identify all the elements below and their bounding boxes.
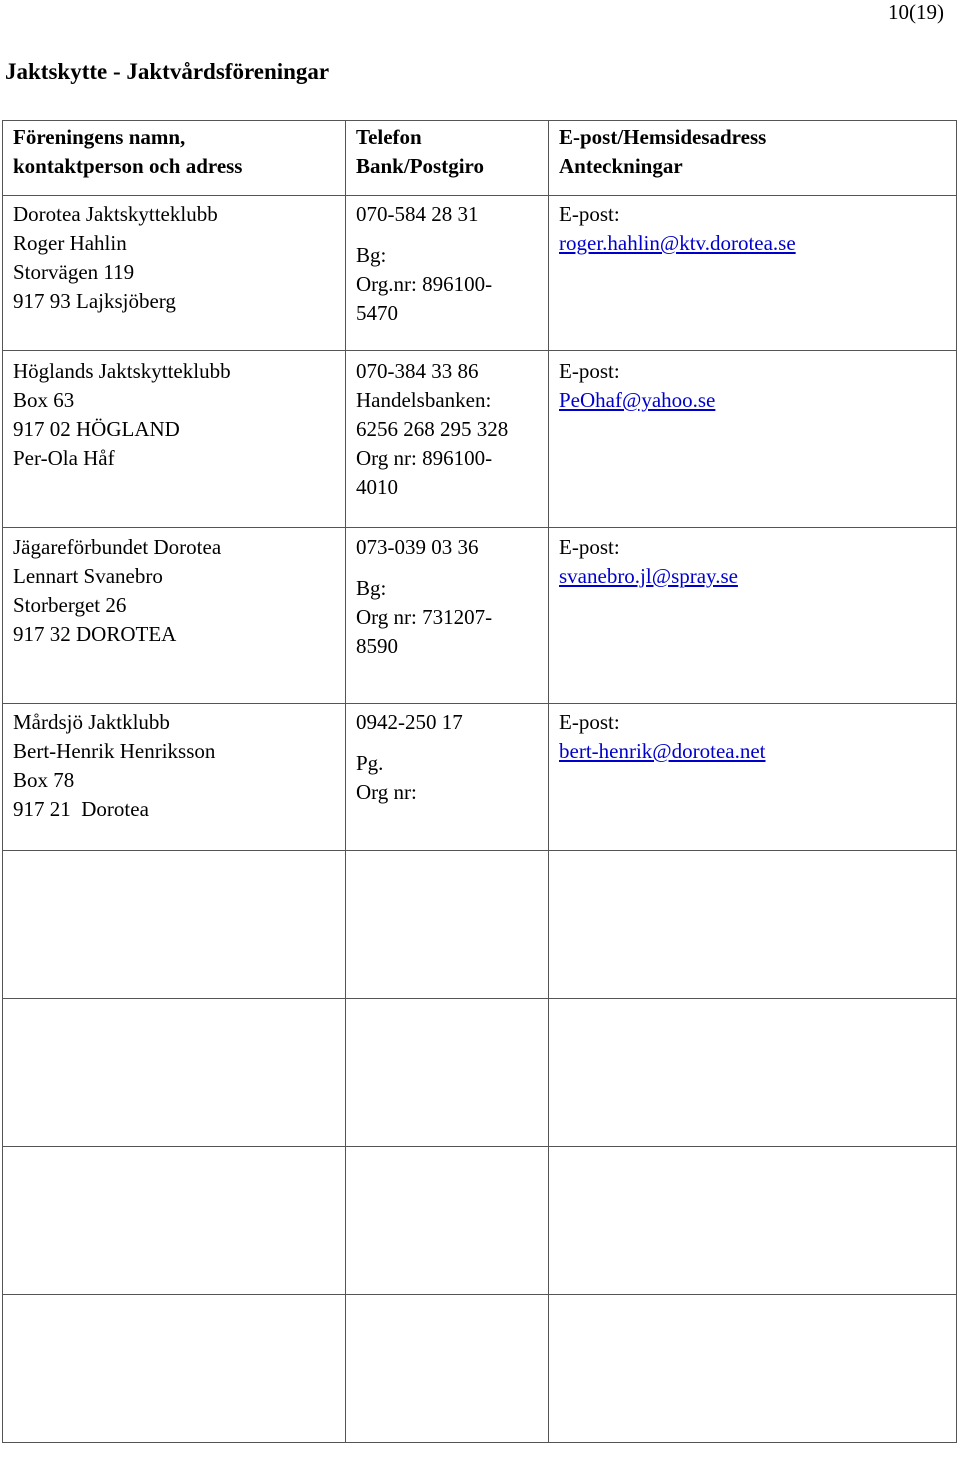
association-name: Höglands Jaktskytteklubb — [13, 359, 231, 383]
empty-cell — [3, 1295, 346, 1443]
table-row — [3, 196, 957, 351]
empty-cell — [3, 1147, 346, 1295]
table-row — [3, 351, 957, 528]
street-address: Box 78 — [13, 768, 75, 792]
phone-number: 0942-250 17 — [356, 710, 463, 734]
postal-address: 917 93 Lajksjöberg — [13, 289, 176, 313]
header-line: Telefon — [356, 125, 422, 149]
email-label: E-post: — [559, 202, 620, 226]
empty-cell — [3, 851, 346, 999]
email-link[interactable]: bert-henrik@dorotea.net — [559, 739, 766, 763]
empty-cell — [549, 999, 957, 1147]
bank-line: Org nr: 731207- — [356, 605, 493, 629]
empty-cell — [346, 851, 549, 999]
page-number: 10(19) — [888, 0, 944, 24]
bank-line: Org nr: — [356, 780, 417, 804]
empty-cell — [549, 851, 957, 999]
bank-line: 4010 — [356, 475, 398, 499]
street-address: Storberget 26 — [13, 593, 127, 617]
association-name: Mårdsjö Jaktklubb — [13, 710, 170, 734]
phone-bank-cell — [346, 704, 549, 851]
email-link[interactable]: svanebro.jl@spray.se — [559, 564, 738, 588]
bank-line: Bg: — [356, 243, 387, 267]
association-name: Jägareförbundet Dorotea — [13, 535, 222, 559]
postal-address: 917 32 DOROTEA — [13, 622, 177, 646]
contact-person: Roger Hahlin — [13, 231, 127, 255]
email-cell — [549, 196, 957, 351]
email-label: E-post: — [559, 710, 620, 734]
table-row — [3, 528, 957, 704]
header-line: Föreningens namn, — [13, 125, 186, 149]
bank-line: Org.nr: 896100- — [356, 272, 493, 296]
association-table — [2, 120, 957, 1443]
postal-address: 917 21 Dorotea — [13, 797, 149, 821]
email-cell — [549, 351, 957, 528]
email-link[interactable]: roger.hahlin@ktv.dorotea.se — [559, 231, 796, 255]
empty-cell — [346, 1147, 549, 1295]
email-link[interactable]: PeOhaf@yahoo.se — [559, 388, 716, 412]
empty-cell — [346, 999, 549, 1147]
email-cell — [549, 528, 957, 704]
table-row — [3, 704, 957, 851]
address-cell — [3, 528, 346, 704]
empty-table-row — [3, 1295, 957, 1443]
contact-person: Lennart Svanebro — [13, 564, 163, 588]
header-phone-bank — [346, 121, 549, 196]
empty-table-row — [3, 851, 957, 999]
header-email-notes — [549, 121, 957, 196]
empty-table-row — [3, 1147, 957, 1295]
phone-number: 070-584 28 31 — [356, 202, 479, 226]
contact-person: Per-Ola Håf — [13, 446, 115, 470]
bank-line: Bg: — [356, 576, 387, 600]
email-label: E-post: — [559, 359, 620, 383]
page-title: Jaktskytte - Jaktvårdsföreningar — [5, 59, 330, 84]
street-address: Box 63 — [13, 388, 75, 412]
email-cell — [549, 704, 957, 851]
empty-cell — [3, 999, 346, 1147]
bank-line: Org nr: 896100- — [356, 446, 493, 470]
phone-bank-cell — [346, 196, 549, 351]
header-name-address — [3, 121, 346, 196]
header-line: Bank/Postgiro — [356, 154, 484, 178]
bank-line: Handelsbanken: — [356, 388, 492, 412]
phone-number: 070-384 33 86 — [356, 359, 479, 383]
association-name: Dorotea Jaktskytteklubb — [13, 202, 218, 226]
bank-line: 5470 — [356, 301, 398, 325]
header-line: kontaktperson och adress — [13, 154, 243, 178]
table-header-row — [3, 121, 957, 196]
phone-number: 073-039 03 36 — [356, 535, 479, 559]
bank-line: 8590 — [356, 634, 398, 658]
contact-person: Bert-Henrik Henriksson — [13, 739, 216, 763]
header-line: E-post/Hemsidesadress — [559, 125, 767, 149]
header-line: Anteckningar — [559, 154, 683, 178]
empty-table-row — [3, 999, 957, 1147]
address-cell — [3, 196, 346, 351]
empty-cell — [346, 1295, 549, 1443]
empty-cell — [549, 1295, 957, 1443]
empty-cell — [549, 1147, 957, 1295]
postal-address: 917 02 HÖGLAND — [13, 417, 180, 441]
bank-line: Pg. — [356, 751, 384, 775]
address-cell — [3, 704, 346, 851]
address-cell — [3, 351, 346, 528]
bank-line: 6256 268 295 328 — [356, 417, 509, 441]
phone-bank-cell — [346, 528, 549, 704]
phone-bank-cell — [346, 351, 549, 528]
street-address: Storvägen 119 — [13, 260, 135, 284]
email-label: E-post: — [559, 535, 620, 559]
